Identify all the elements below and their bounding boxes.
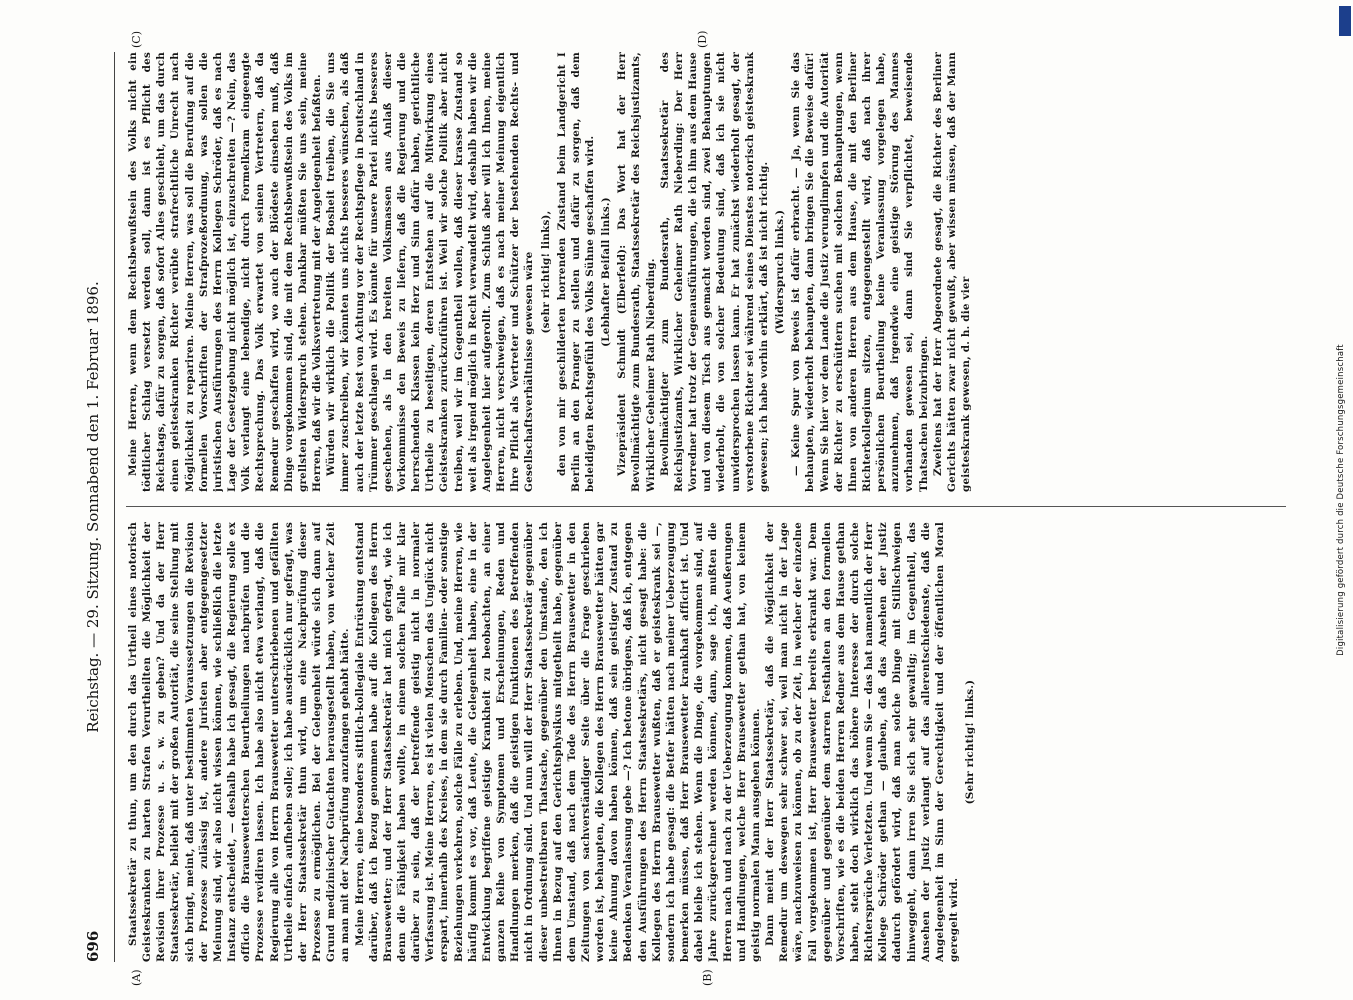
margin-marker-d: (D)	[696, 30, 709, 48]
header-rule	[114, 52, 115, 962]
running-title: Reichstag. — 29. Sitzung. Sonnabend den 1. Februar 1896.	[84, 281, 102, 733]
margin-marker-a: (A)	[130, 969, 143, 986]
paragraph: den von mir geschilderten horrenden Zustand beim Landgericht I Berlin an den Pranger zu stellen und dafür zu sorgen, daß dem beleidigten Rechtsgefühl des Volks Sühne geschaffen wird.	[555, 52, 596, 492]
closing-remark: (Sehr richtig! links.)	[964, 679, 977, 805]
interjection: (sehr richtig! links),	[539, 210, 552, 334]
left-column	[126, 522, 1306, 962]
paragraph: Staatssekretär zu thun, um den durch das Urtheil eines notorisch Geisteskranken zu harten Strafen Verurtheilten die Möglichkeit der Revision ihrer Prozesse u. s. w. zu geben? Und da der Herr Staatssekretär, beliebt mit der großen Autorität, die seine Stellung mit sich bringt, meint, daß unter bestimmten Voraussetzungen die Revision der Prozesse zulässig ist, andere Juristen aber entgegengesetzter Meinung sind, wir also nicht wissen können, wie schließlich die letzte Instanz entscheidet, — deshalb habe ich gesagt, die Regierung solle ex officio die Brausewetterschen Beurtheilungen nachprüfen und die Prozesse revidiren lassen. Ich habe also nicht etwa verlangt, daß die Regierung alle von Herrn Brausewetter unterschriebenen und gefällten Urtheile einfach aufheben solle; ich habe ausdrücklich nur gefragt, was der Herr Staatssekretär thun wird, um eine Nachprüfung dieser Prozesse zu ermöglichen. Bei der Gelegenheit würde sich dann auf Grund medizinischer Gutachten herausgestellt haben, von welcher Zeit an man mit der Nachprüfung anzufangen gehabt hätte.	[127, 522, 352, 962]
paragraph: Meine Herren, wenn dem Rechtsbewußtsein des Volks nicht ein tödtlicher Schlag versetzt werden soll, dann ist es Pflicht des Reichstags, dafür zu sorgen, daß sofort Alles geschieht, um das durch einen geisteskranken Richter verübte strafrechtliche Unrecht nach Möglichkeit zu repariren. Meine Herren, was soll die Berufung auf die formellen Vorschriften der Strafprozeßordnung, was sollen die juristischen Ausführungen des Herrn Kollegen Schröder, daß es nach Lage der Gesetzgebung nicht möglich ist, einzuschreiten —? Nein, das Volk verlangt eine lebendige, nicht durch Formelkram eingeengte Rechtsprechung. Das Volk erwartet von seinen Vertretern, daß da Remedur geschaffen wird, wo auch der Blödeste einsehen muß, daß Dinge vorgekommen sind, die mit dem Rechtsbewußtsein des Volks im grellsten Widerspruch stehen. Dankbar müßten Sie uns sein, meine Herren, daß wir die Volksvertretung mit der Angelegenheit befaßten.	[127, 52, 324, 492]
column-divider	[126, 506, 1286, 507]
paragraph: Würden wir wirklich die Politik der Bosheit treiben, die Sie uns immer zuschreiben, wir könnten uns nichts besseres wünschen, als daß auch der letzte Rest von Achtung vor der Rechtspflege in Deutschland in Trümmer geschlagen wird. Es könnte für unsere Partei nichts besseres geschehen, als in den breiten Volksmassen aus Anlaß dieser Vorkommnisse den Beweis zu liefern, daß die Regierung und die herrschenden Klassen kein Herz und Sinn dafür haben, gerichtliche Urtheile zu beseitigen, deren Entstehen auf die Mitwirkung eines Geisteskranken zurückzuführen ist. Weil wir solche Politik aber nicht treiben, weil wir im Gegentheil wollen, daß dieser krasse Zustand so weit als irgend möglich in Recht verwandelt wird, deshalb haben wir die Angelegenheit hier aufgerollt. Zum Schluß aber will ich Ihnen, meine Herren, nicht verschweigen, daß es nach meiner Meinung eigentlich Ihre Pflicht als Vertreter und Schützer der bestehenden Rechts- und Gesellschaftsverhältnisse gewesen wäre	[325, 52, 536, 492]
page-number: 696	[84, 930, 102, 962]
paragraph: Vizepräsident Schmidt (Elberfeld): Das Wort hat der Herr Bevollmächtigte zum Bundesrath, Staatssekretär des Reichsjustizamts, Wirklicher Geheimer Rath Nieberding.	[616, 52, 657, 492]
margin-marker-b: (B)	[701, 969, 714, 986]
paragraph: Meine Herren, eine besonders sittlich-kollegiale Entrüstung entstand darüber, daß ich Bezug genommen habe auf die Kollegen des Herrn Brausewetter; und der Herr Staatssekretär hat mich gefragt, wie ich denn die Fähigkeit haben wollte, in einem solchen Falle mir klar darüber zu sein, daß der betreffende geistig nicht in normaler Verfassung ist. Meine Herren, es ist vielen Menschen das Unglück nicht erspart, innerhalb des Kreises, in dem sie durch Familien- oder sonstige Beziehungen verkehren, solche Fälle zu erleben. Und, meine Herren, wie häufig kommt es vor, daß Leute, die Gelegenheit haben, eine in der Entwicklung begriffene geistige Krankheit zu beobachten, an einer ganzen Reihe von Symptomen und Erscheinungen, Reden und Handlungen merken, daß die geistigen Funktionen des Betreffenden nicht in Ordnung sind. Und nun will der Herr Staatssekretär gegenüber dieser unbestreitbaren Thatsache, gegenüber den Umstande, den ich Ihnen in Bezug auf den Gerichtsphysikus mitgetheilt habe, gegenüber dem Umstand, daß nach dem Tode des Herrn Brausewetter in den Zeitungen von sachverständiger Seite über die Frage geschrieben worden ist, behaupten, die Kollegen des Herrn Brausewetter hätten gar keine Ahnung davon haben können, daß sein geistiger Zustand zu Bedenken Veranlassung gebe —? Ich betone übrigens, daß ich, entgegen den Ausführungen des Herrn Staatssekretärs, nicht gesagt habe: die Kollegen des Herrn Brausewetter wußten, daß er geisteskrank sei —, sondern ich habe gesagt: die Betfer hätten nach meiner Ueberzeugung bemerken müssen, daß Herr Brausewetter krankhaft afficirt ist. Und dabei bleibe ich stehen. Wenn die Dinge, die vorgekommen sind, auf Jahre zurückgerechnet werden können, dann, sage ich, mußten die Herren nach und nach zu der Ueberzeugung kommen, daß Aeußerungen und Handlungen, welche Herr Brausewetter gethan hat, von keinem geistig normalen Mann ausgehen können.	[353, 522, 762, 962]
margin-marker-c: (C)	[130, 31, 143, 48]
rotated-page	[76, 30, 1306, 986]
paragraph: Dann meint der Herr Staatssekretär, daß die Möglichkeit der Remedur um deswegen sehr schwer sei, weil man nicht in der Lage wäre, nachzuweisen zu können, ob zu der Zeit, in welcher der einzelne Fall vorgekommen ist, Herr Brausewetter bereits erkrankt war. Dem gegenüber und gegenüber dem starren Festhalten an den formellen Vorschriften, wie es die beiden Herren Redner aus dem Hause gethan haben, steht doch wirklich das höhere Interesse der durch solche Richtersprüche Verletzten. Und wenn Sie — das hat namentlich der Herr Kollege Schröder gethan — glauben, daß das Ansehen der Justiz dadurch gefördert wird, daß man solche Dinge mit Stillschweigen hinweggeht, dann irren Sie sich sehr gewaltig; im Gegentheil, das Ansehen der Justiz verlangt auf das allerentschiedenste, daß die Angelegenheit im Sinn der Gerechtigkeit und der öffentlichen Moral geregelt wird.	[764, 522, 961, 962]
paragraph: — Keine Spur von Beweis ist dafür erbracht. — Ja, wenn Sie das behaupten, wiederholt behaupten, dann bringen Sie die Beweise dafür! Wenn Sie hier vor dem Lande die Justiz verunglimpfen und die Autorität der Richter zu erschüttern suchen mit solchen Behauptungen, wenn Ihnen von anderen Herren aus dem Hause, die mit den Berliner Richterkollegium sitzen, entgegengestellt wird, daß nach ihrer persönlichen Beurtheilung keine Veranlassung vorgelegen habe, anzunehmen, daß irgendwie eine geistige Störung des Mannes vorhanden gewesen sei, dann sind Sie verpflichtet, beweisende Thatsachen beizubringen.	[790, 52, 930, 492]
interjection: (Lebhafter Beifall links.)	[600, 197, 613, 347]
page-header	[76, 52, 110, 962]
paragraph: Bevollmächtigter zum Bundesrath, Staatssekretär des Reichsjustizamts, Wirklicher Geheimer Rath Nieberding: Der Herr Vorredner hat trotz der Gegenausführungen, die ich ihm aus dem Hause und von diesem Tisch aus gemacht worden sind, zwei Behauptungen wiederholt, die von solcher Bedeutung sind, daß ich sie nicht unwidersprochen lassen kann. Er hat zunächst wiederholt gesagt, der verstorbene Richter sei während seines Dienstes notorisch geisteskrank gewesen; ich habe vorhin erklärt, daß ist nicht richtig.	[658, 52, 770, 492]
interjection: (Widerspruch links.)	[774, 209, 787, 335]
right-column	[126, 52, 1306, 492]
paragraph: Zweitens hat der Herr Abgeordnete gesagt, die Richter des Berliner Gerichts hätten zwar nicht gewußt, aber wissen müssen, daß der Mann geisteskrank gewesen, d. h. die vier	[931, 52, 973, 492]
digitization-credit: Digitalisierung gefördert durch die Deutsche Forschungsgemeinschaft	[1336, 344, 1346, 656]
